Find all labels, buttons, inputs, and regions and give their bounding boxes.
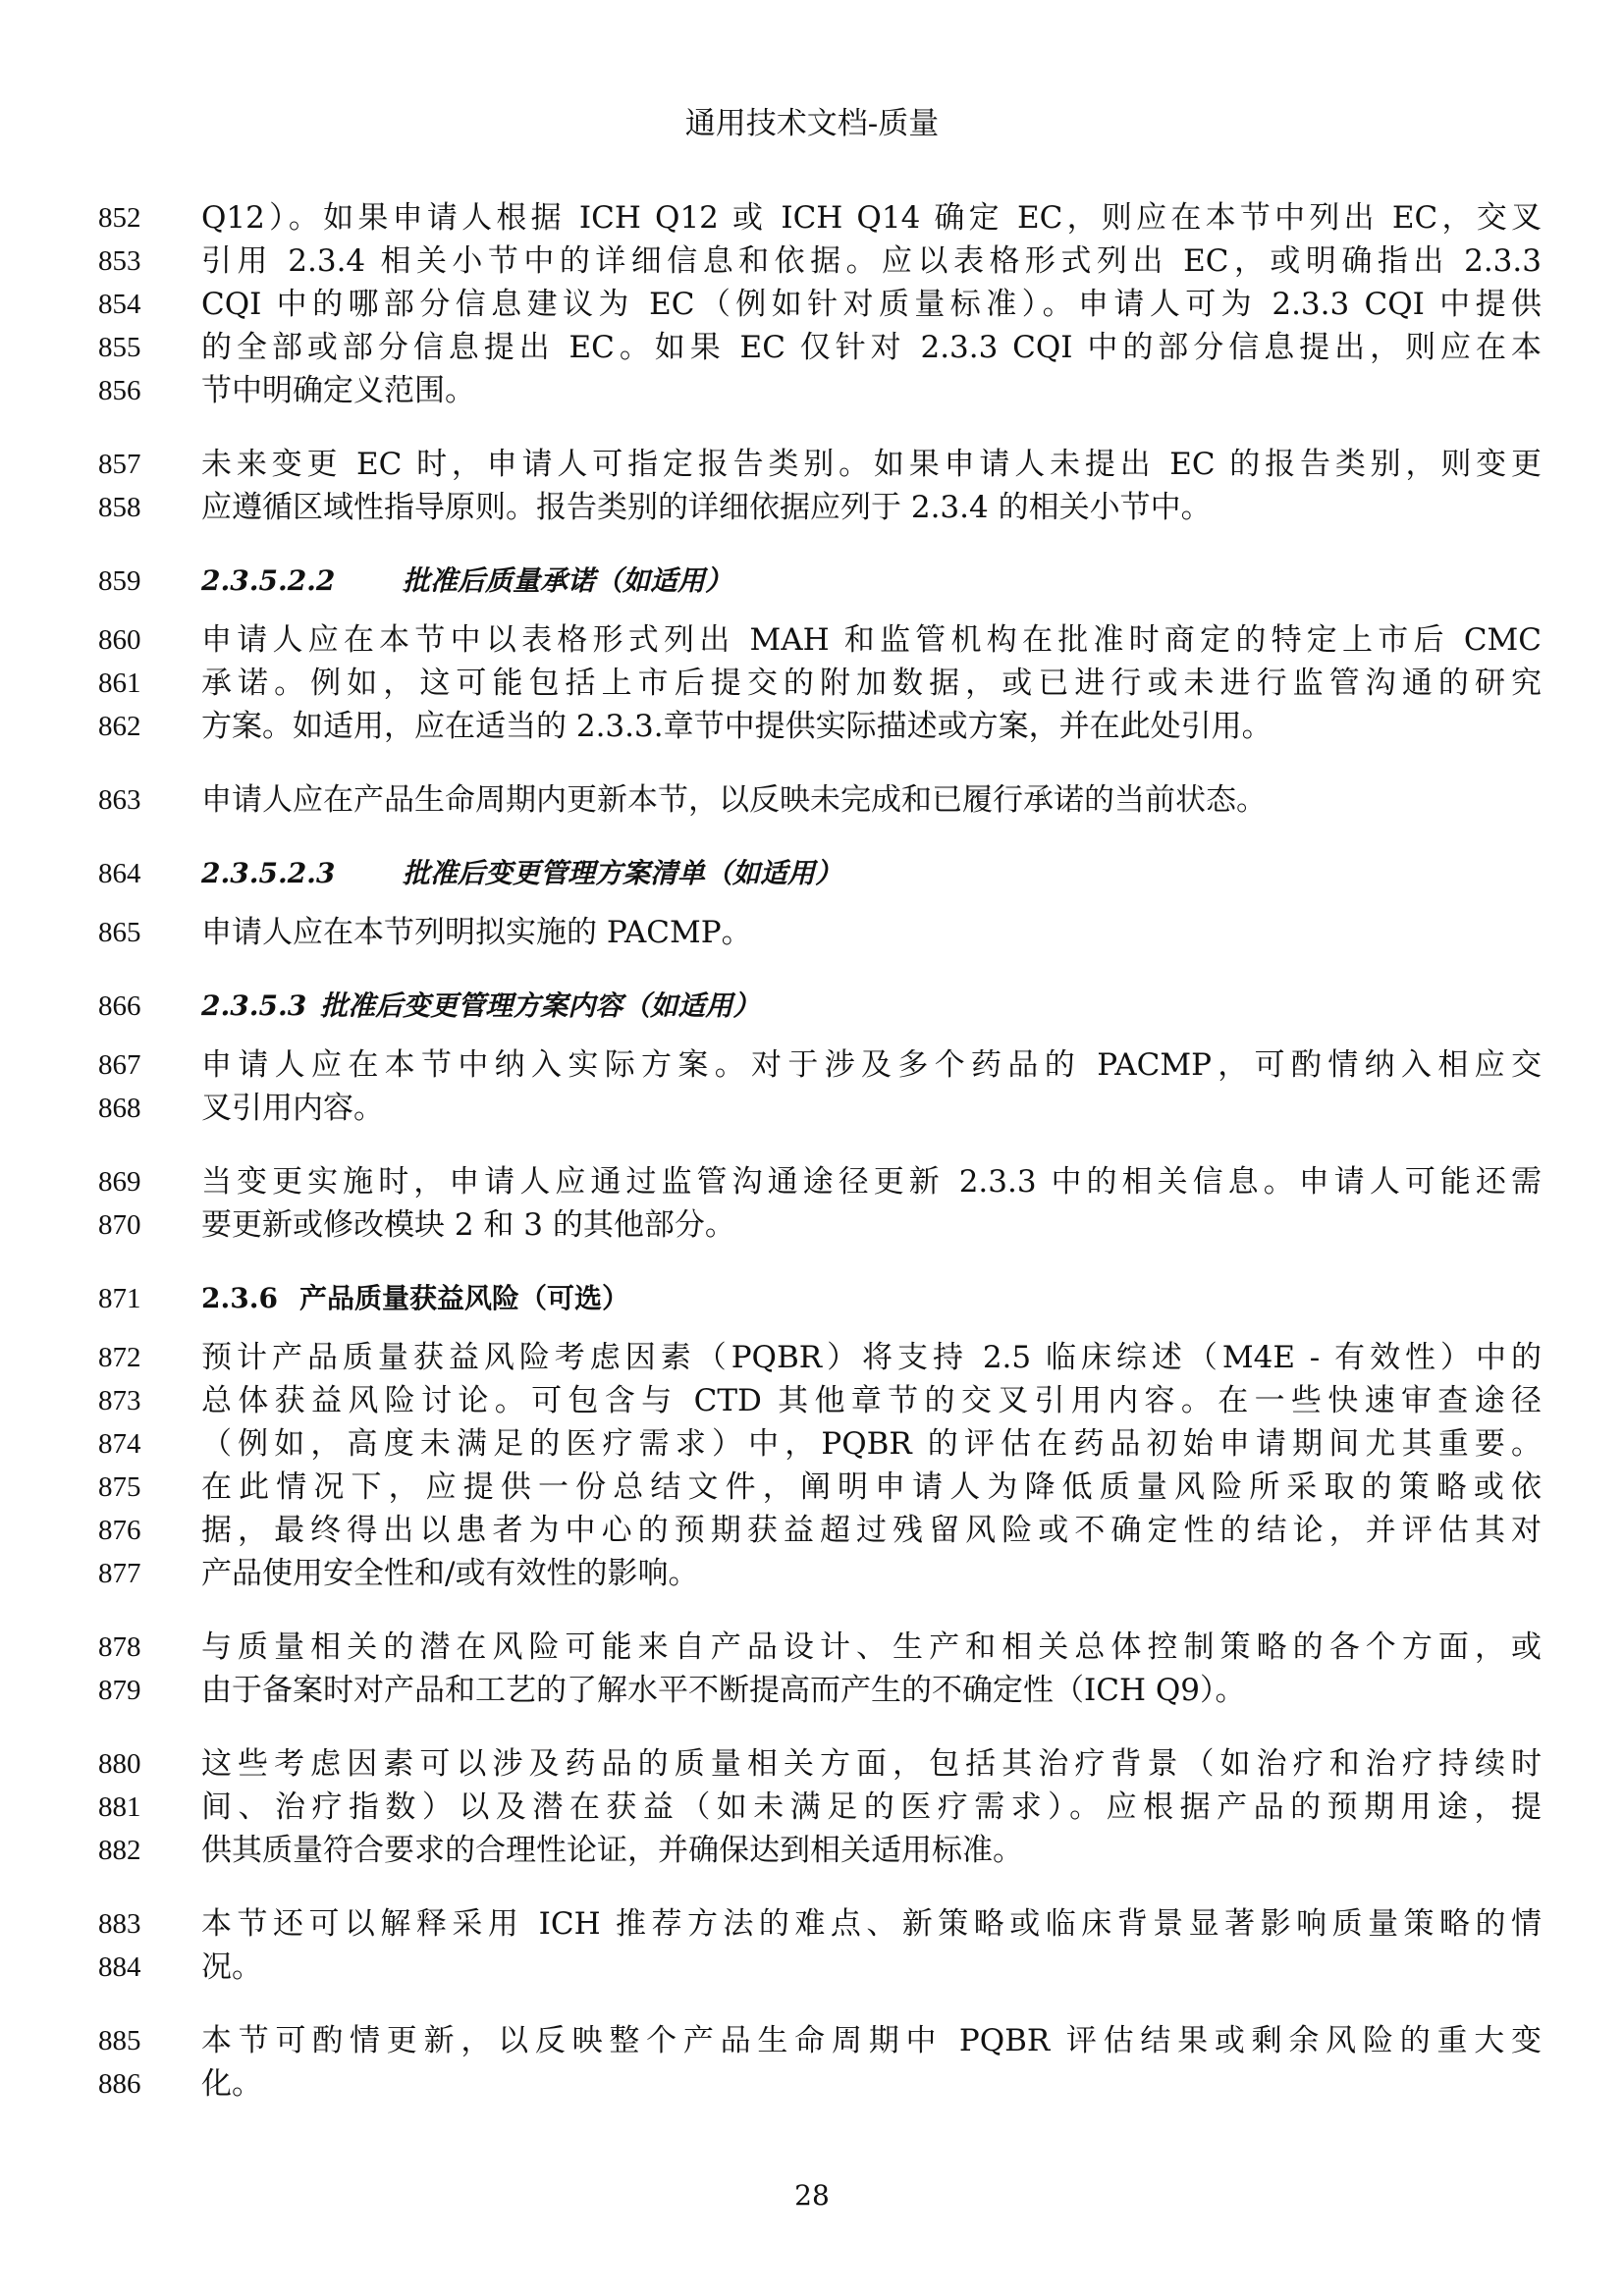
- text-line: [98, 369, 1443, 412]
- text-line: [98, 1669, 1443, 1712]
- paragraph: [98, 911, 1443, 954]
- line-number: 855: [98, 332, 141, 363]
- paragraph: [98, 1043, 1542, 1130]
- heading-title: 产品质量获益风险（可选）: [299, 1282, 630, 1314]
- line-number: 875: [98, 1471, 141, 1503]
- text-line: [98, 1379, 1542, 1422]
- line-text: 供其质量符合要求的合理性论证，并确保达到相关适用标准。: [201, 1833, 1023, 1868]
- text-line: [98, 705, 1443, 748]
- line-number: 883: [98, 1908, 141, 1940]
- section-heading: [98, 1277, 1443, 1320]
- line-text: 节中明确定义范围。: [201, 373, 475, 408]
- section-heading: [98, 852, 1443, 895]
- text-line: [98, 1742, 1542, 1786]
- paragraph: [98, 196, 1542, 412]
- text-line: [98, 1422, 1542, 1466]
- text-line: [98, 2062, 1443, 2106]
- text-line: [98, 1626, 1542, 1669]
- line-number: 886: [98, 2068, 141, 2100]
- line-number: 866: [98, 990, 141, 1022]
- line-number: 871: [98, 1283, 141, 1314]
- line-number: 856: [98, 375, 141, 406]
- text-line: [98, 1336, 1542, 1379]
- heading-number: 2.3.6: [201, 1282, 278, 1314]
- line-text: 间、治疗指数）以及潜在获益（如未满足的医疗需求）。应根据产品的预期用途，提: [201, 1789, 1542, 1825]
- line-text: 据，最终得出以患者为中心的预期获益超过残留风险或不确定性的结论，并评估其对: [201, 1513, 1542, 1548]
- line-text: 在此情况下，应提供一份总结文件，阐明申请人为降低质量风险所采取的策略或依: [201, 1469, 1542, 1505]
- line-text: 与质量相关的潜在风险可能来自产品设计、生产和相关总体控制策略的各个方面，或: [201, 1629, 1542, 1665]
- text-line: [98, 196, 1542, 240]
- text-line: [98, 1043, 1542, 1087]
- line-number: 873: [98, 1385, 141, 1416]
- line-text: 预计产品质量获益风险考虑因素（PQBR）将支持 2.5 临床综述（M4E - 有效性）中的: [201, 1340, 1542, 1375]
- line-text: 叉引用内容。: [201, 1091, 384, 1126]
- paragraph: [98, 618, 1542, 748]
- paragraph: [98, 1160, 1542, 1247]
- paragraph: [98, 1742, 1542, 1872]
- text-line: [98, 662, 1542, 705]
- heading-number: 2.3.5.3: [201, 989, 307, 1022]
- line-text: 由于备案时对产品和工艺的了解水平不断提高而产生的不确定性（ICH Q9）。: [201, 1673, 1246, 1708]
- text-line: [98, 778, 1443, 822]
- line-number: 852: [98, 202, 141, 234]
- line-number: 865: [98, 917, 141, 948]
- line-number: 876: [98, 1515, 141, 1546]
- document-body: [98, 196, 1542, 2136]
- text-line: [98, 1829, 1443, 1872]
- page-number: 28: [794, 2179, 830, 2212]
- line-text: 申请人应在本节中纳入实际方案。对于涉及多个药品的 PACMP，可酌情纳入相应交: [201, 1047, 1542, 1083]
- line-number: 885: [98, 2025, 141, 2056]
- section-heading: [98, 985, 1443, 1028]
- text-line: [98, 443, 1542, 486]
- line-number: 857: [98, 449, 141, 480]
- line-number: 863: [98, 784, 141, 816]
- paragraph: [98, 1902, 1542, 1989]
- line-text: 况。: [201, 1949, 262, 1985]
- line-number: 862: [98, 711, 141, 742]
- line-text: 承诺。例如，这可能包括上市后提交的附加数据，或已进行或未进行监管沟通的研究: [201, 666, 1542, 701]
- text-line: [98, 1466, 1542, 1509]
- heading-line: [98, 985, 1443, 1028]
- line-text: CQI 中的哪部分信息建议为 EC（例如针对质量标准）。申请人可为 2.3.3 CQI 中提供: [201, 287, 1542, 322]
- line-number: 881: [98, 1791, 141, 1823]
- text-line: [98, 618, 1542, 662]
- line-number: 878: [98, 1631, 141, 1663]
- paragraph: [98, 443, 1542, 529]
- heading-line: [98, 852, 1443, 895]
- line-text: 引用 2.3.4 相关小节中的详细信息和依据。应以表格形式列出 EC，或明确指出 2.3.3: [201, 243, 1542, 279]
- paragraph: [98, 1626, 1542, 1712]
- line-text: 化。: [201, 2066, 262, 2102]
- line-number: 853: [98, 245, 141, 277]
- line-number: 864: [98, 858, 141, 889]
- line-text: 当变更实施时，申请人应通过监管沟通途径更新 2.3.3 中的相关信息。申请人可能还需: [201, 1164, 1542, 1200]
- line-number: 882: [98, 1835, 141, 1866]
- line-text: 方案。如适用，应在适当的 2.3.3.章节中提供实际描述或方案，并在此处引用。: [201, 709, 1272, 744]
- line-text: 的全部或部分信息提出 EC。如果 EC 仅针对 2.3.3 CQI 中的部分信息提出，则应在本: [201, 330, 1542, 365]
- line-number: 854: [98, 289, 141, 320]
- line-number: 868: [98, 1093, 141, 1124]
- paragraph: [98, 778, 1443, 822]
- line-text: 申请人应在本节列明拟实施的 PACMP。: [201, 915, 752, 950]
- line-text: 这些考虑因素可以涉及药品的质量相关方面，包括其治疗背景（如治疗和治疗持续时: [201, 1746, 1542, 1782]
- text-line: [98, 1552, 1443, 1595]
- text-line: [98, 1509, 1542, 1552]
- line-text: 产品使用安全性和/或有效性的影响。: [201, 1556, 699, 1591]
- text-line: [98, 1203, 1443, 1247]
- heading-title: 批准后变更管理方案清单（如适用）: [403, 857, 843, 889]
- heading-number: 2.3.5.2.2: [201, 564, 336, 597]
- text-line: [98, 1946, 1443, 1989]
- heading-title: 批准后质量承诺（如适用）: [403, 564, 733, 597]
- line-text: 应遵循区域性指导原则。报告类别的详细依据应列于 2.3.4 的相关小节中。: [201, 490, 1212, 525]
- heading-title: 批准后变更管理方案内容（如适用）: [320, 989, 761, 1022]
- line-number: 872: [98, 1342, 141, 1373]
- heading-line: [98, 1277, 1443, 1320]
- line-number: 874: [98, 1428, 141, 1460]
- text-line: [98, 283, 1542, 326]
- line-text: 本节可酌情更新，以反映整个产品生命周期中 PQBR 评估结果或剩余风险的重大变: [201, 2023, 1542, 2058]
- line-number: 877: [98, 1558, 141, 1589]
- line-text: 本节还可以解释采用 ICH 推荐方法的难点、新策略或临床背景显著影响质量策略的情: [201, 1906, 1542, 1942]
- line-number: 867: [98, 1049, 141, 1081]
- section-heading: [98, 560, 1443, 603]
- page-header-title: 通用技术文档-质量: [684, 106, 940, 141]
- line-text: 未来变更 EC 时，申请人可指定报告类别。如果申请人未提出 EC 的报告类别，则变更: [201, 447, 1542, 482]
- line-text: （例如，高度未满足的医疗需求）中，PQBR 的评估在药品初始申请期间尤其重要。: [201, 1426, 1542, 1462]
- line-number: 870: [98, 1209, 141, 1241]
- line-text: 要更新或修改模块 2 和 3 的其他部分。: [201, 1207, 735, 1243]
- line-number: 860: [98, 624, 141, 656]
- line-text: 申请人应在产品生命周期内更新本节，以反映未完成和已履行承诺的当前状态。: [201, 782, 1267, 818]
- heading-number: 2.3.5.2.3: [201, 857, 336, 889]
- line-text: Q12）。如果申请人根据 ICH Q12 或 ICH Q14 确定 EC，则应在本节中列出 EC，交叉: [201, 200, 1542, 236]
- text-line: [98, 1087, 1443, 1130]
- paragraph: [98, 1336, 1542, 1595]
- line-number: 879: [98, 1675, 141, 1706]
- line-number: 869: [98, 1166, 141, 1198]
- heading-line: [98, 560, 1443, 603]
- line-number: 861: [98, 667, 141, 699]
- paragraph: [98, 2019, 1542, 2106]
- text-line: [98, 911, 1443, 954]
- text-line: [98, 326, 1542, 369]
- line-number: 884: [98, 1951, 141, 1983]
- text-line: [98, 2019, 1542, 2062]
- line-number: 880: [98, 1748, 141, 1780]
- line-number: 859: [98, 565, 141, 597]
- line-text: 申请人应在本节中以表格形式列出 MAH 和监管机构在批准时商定的特定上市后 CMC: [201, 622, 1542, 658]
- text-line: [98, 1160, 1542, 1203]
- text-line: [98, 1902, 1542, 1946]
- text-line: [98, 240, 1542, 283]
- text-line: [98, 1786, 1542, 1829]
- line-text: 总体获益风险讨论。可包含与 CTD 其他章节的交叉引用内容。在一些快速审查途径: [201, 1383, 1542, 1418]
- text-line: [98, 486, 1443, 529]
- line-number: 858: [98, 492, 141, 523]
